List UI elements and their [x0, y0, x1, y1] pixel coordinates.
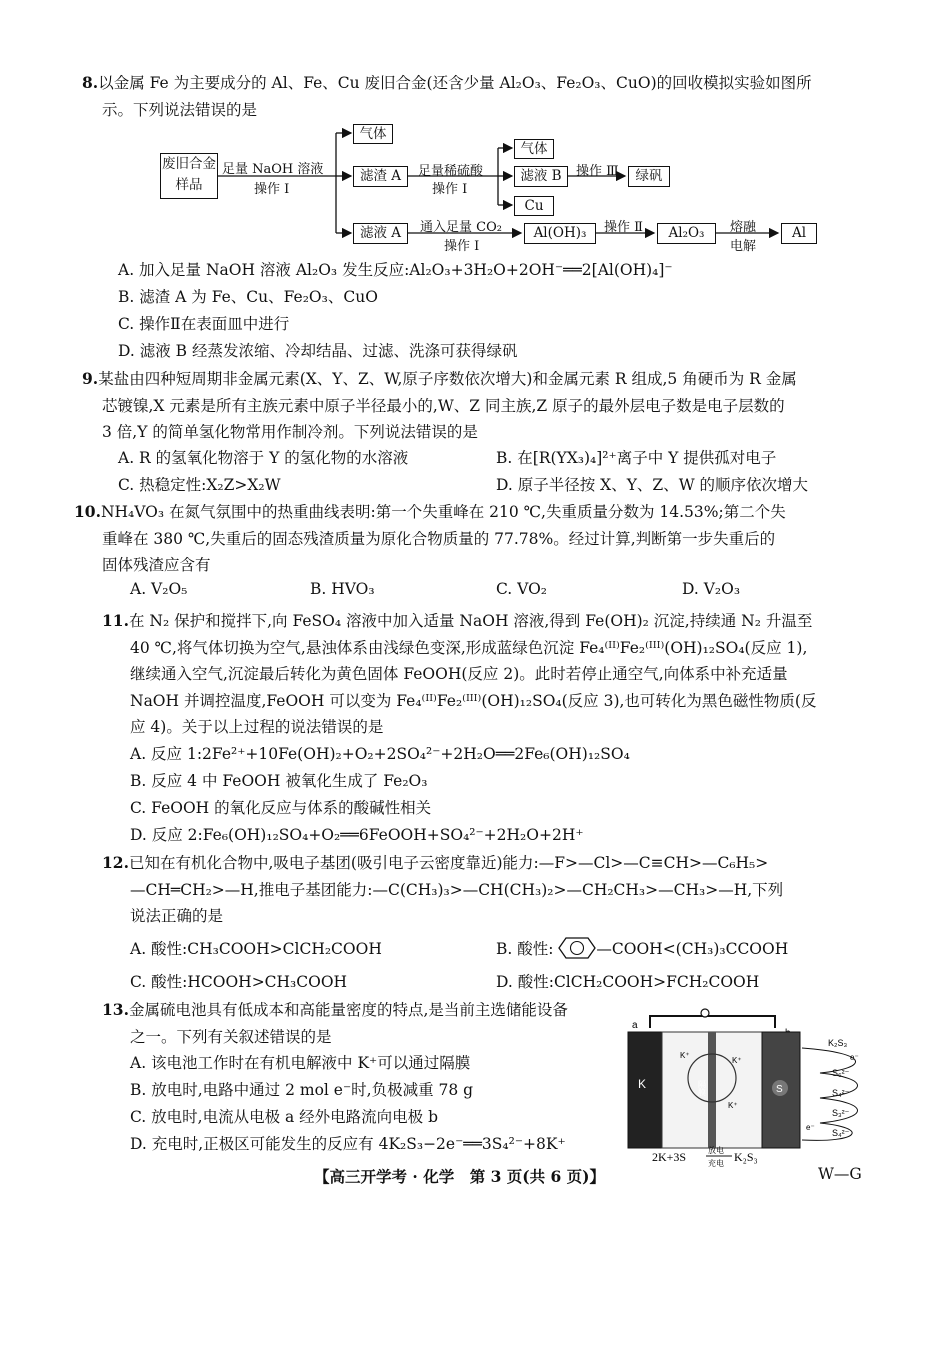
k-ion-label: K⁺	[732, 1056, 742, 1065]
q12-option-b-prefix: B. 酸性:	[496, 940, 554, 958]
q13-battery-figure	[620, 1008, 880, 1168]
q8-box-aloh3: Al(OH)₃	[524, 223, 596, 244]
q13-stem-line2: 之一。下列有关叙述错误的是	[130, 1027, 332, 1046]
q8-step6-reagent: 熔融	[730, 220, 757, 235]
electron-label: e⁻	[806, 1123, 815, 1132]
q8-stem	[82, 70, 868, 123]
electrode-a-label: a	[632, 1020, 638, 1031]
q8-box-sample: 废旧合金样品	[160, 153, 218, 199]
q10-option-c: C. VO₂	[496, 580, 548, 598]
q10-stem-line2: 重峰在 380 ℃,失重后的固态残渣质量为原化合物质量的 77.78%。经过计算,判断第一步失重后的	[102, 529, 776, 548]
q11-stem-line4: NaOH 并调控温度,FeOOH 可以变为 Fe₄⁽ᴵᴵ⁾Fe₂⁽ᴵᴵᴵ⁾(OH)₁₂SO₄(反应 3),也可转化为黑色磁性物质(反	[130, 691, 817, 710]
q8-step2-reagent: 足量稀硫酸	[418, 164, 484, 179]
q13-number: 13.	[102, 1000, 129, 1019]
side-species: S₄²⁻	[832, 1088, 850, 1098]
q13-option-a: A. 该电池工作时在有机电解液中 K⁺可以通过隔膜	[130, 1054, 471, 1072]
q11-option-d: D. 反应 2:Fe₆(OH)₁₂SO₄+O₂══6FeOOH+SO₄²⁻+2H₂O+2H⁺	[130, 826, 584, 844]
q11-option-a: A. 反应 1:2Fe²⁺+10Fe(OH)₂+O₂+2SO₄²⁻+2H₂O══2Fe₆(OH)₁₂SO₄	[130, 745, 630, 763]
q8-box-gas1: 气体	[353, 124, 393, 144]
k-ion-label: K⁺	[680, 1051, 690, 1060]
bulb-icon	[701, 1009, 709, 1017]
q12-stem-line2: —CH═CH₂>—H,推电子基团能力:—C(CH₃)₃>—CH(CH₃)₂>—CH₂CH₃>—CH₃>—H,下列	[130, 880, 784, 899]
q11-stem	[102, 608, 870, 741]
q8-step3-op: 操作 Ⅲ	[576, 164, 619, 179]
side-species: S₄²⁻	[832, 1128, 850, 1138]
q8-option-c: C. 操作Ⅱ在表面皿中进行	[118, 315, 290, 333]
electron-label: e⁻	[850, 1053, 859, 1062]
equation-right: K₂S₃	[734, 1150, 758, 1164]
q11-stem-line3: 继续通入空气,沉淀最后转化为黄色固体 FeOOH(反应 2)。此时若停止通空气,向体系中补充适量	[130, 665, 788, 683]
q8-step4-reagent: 通入足量 CO₂	[420, 220, 502, 235]
q8-option-d: D. 滤液 B 经蒸发浓缩、冷却结晶、过滤、洗涤可获得绿矾	[118, 342, 518, 360]
q12-stem	[102, 850, 870, 930]
q9-option-a: A. R 的氢氧化物溶于 Y 的氢化物的水溶液	[118, 449, 409, 467]
q8-box-al2o3: Al₂O₃	[657, 223, 716, 244]
q12-option-c: C. 酸性:HCOOH>CH₃COOH	[130, 973, 348, 991]
q8-stem-line2: 示。下列说法错误的是	[102, 100, 258, 119]
q12-stem-line1: 已知在有机化合物中,吸电子基团(吸引电子云密度靠近)能力:—F>—Cl>—C≡CH>—C₆H₅>	[128, 854, 769, 872]
q8-box-residue-a: 滤渣 A	[353, 166, 408, 187]
q11-number: 11.	[102, 611, 129, 630]
q9-stem-line2: 芯镀镍,X 元素是所有主族元素中原子半径最小的,W、Z 同主族,Z 原子的最外层电子数是电子层数的	[102, 396, 785, 415]
q11-option-c: C. FeOOH 的氧化反应与体系的酸碱性相关	[130, 799, 432, 817]
q10-option-b: B. HVO₃	[310, 580, 375, 598]
page-code: W—G	[818, 1165, 862, 1183]
q8-option-a: A. 加入足量 NaOH 溶液 Al₂O₃ 发生反应:Al₂O₃+3H₂O+2OH⁻══2[Al(OH)₄]⁻	[118, 261, 673, 279]
q10-number: 10.	[74, 502, 101, 521]
q10-option-d: D. V₂O₃	[682, 580, 741, 598]
cathode-label: S	[776, 1084, 783, 1095]
equation-left: 2K+3S	[652, 1150, 687, 1164]
q8-box-filtrate-a: 滤液 A	[353, 223, 408, 244]
q9-stem-line3: 3 倍,Y 的简单氢化物常用作制冷剂。下列说法错误的是	[102, 423, 478, 441]
benzene-ring-icon	[558, 937, 596, 959]
q10-stem-line1: NH₄VO₃ 在氮气氛围中的热重曲线表明:第一个失重峰在 210 ℃,失重质量分数为 14.53%;第二个失	[100, 503, 786, 521]
q12-option-b	[496, 937, 788, 959]
q8-step4-op: 操作 Ⅰ	[444, 239, 480, 254]
q8-step6-op: 电解	[730, 239, 757, 254]
q8-box-al: Al	[781, 223, 817, 244]
anode-label: K	[638, 1077, 647, 1091]
q8-box-filtrate-b: 滤液 B	[514, 166, 568, 187]
q9-option-c: C. 热稳定性:X₂Z>X₂W	[118, 476, 281, 494]
q9-number: 9.	[82, 369, 99, 388]
q12-option-d: D. 酸性:ClCH₂COOH>FCH₂COOH	[496, 973, 760, 991]
q11-stem-line2: 40 ℃,将气体切换为空气,悬浊体系由浅绿色变深,形成蓝绿色沉淀 Fe₄⁽ᴵᴵ⁾Fe₂⁽ᴵᴵᴵ⁾(OH)₁₂SO₄(反应 1),	[130, 638, 808, 657]
q8-step5-op: 操作 Ⅱ	[604, 220, 643, 235]
q12-option-a: A. 酸性:CH₃COOH>ClCH₂COOH	[130, 940, 382, 958]
q13-stem-line1: 金属硫电池具有低成本和高能量密度的特点,是当前主选储能设备	[128, 1001, 568, 1019]
q10-stem-line3: 固体残渣应含有	[102, 556, 211, 574]
q9-stem-line1: 某盐由四种短周期非金属元素(X、Y、Z、W,原子序数依次增大)和金属元素 R 组成,5 角硬币为 R 金属	[98, 370, 797, 388]
page-footer: 【高三开学考 · 化学 第 3 页(共 6 页)】	[314, 1167, 606, 1186]
q12-number: 12.	[102, 853, 129, 872]
k-ion-label: K⁺	[728, 1101, 738, 1110]
equation-discharge: 放电	[708, 1146, 724, 1155]
q10-stem	[74, 499, 868, 579]
q8-stem-line1: 以金属 Fe 为主要成分的 Al、Fe、Cu 废旧合金(还含少量 Al₂O₃、Fe₂O₃、CuO)的回收模拟实验如图所	[98, 74, 812, 92]
q8-step2-op: 操作 Ⅰ	[432, 182, 468, 197]
q8-number: 8.	[82, 73, 99, 92]
q8-box-cu: Cu	[514, 196, 554, 216]
q13-option-c: C. 放电时,电流从电极 a 经外电路流向电极 b	[130, 1108, 439, 1126]
q9-stem	[82, 366, 868, 446]
q10-option-a: A. V₂O₅	[130, 580, 188, 598]
q12-stem-line3: 说法正确的是	[130, 907, 224, 925]
membrane-label: 隔膜	[697, 1080, 707, 1096]
q12-option-b-suffix: —COOH<(CH₃)₃CCOOH	[596, 940, 789, 958]
q13-stem	[102, 997, 630, 1050]
q8-box-green-vitriol: 绿矾	[628, 166, 670, 187]
q11-stem-line1: 在 N₂ 保护和搅拌下,向 FeSO₄ 溶液中加入适量 NaOH 溶液,得到 Fe(OH)₂ 沉淀,持续通 N₂ 升温至	[128, 612, 813, 630]
q8-step1-op: 操作 Ⅰ	[254, 182, 290, 197]
q11-option-b: B. 反应 4 中 FeOOH 被氧化生成了 Fe₂O₃	[130, 772, 428, 790]
q8-option-b: B. 滤渣 A 为 Fe、Cu、Fe₂O₃、CuO	[118, 288, 378, 306]
q13-option-b: B. 放电时,电路中通过 2 mol e⁻时,负极减重 78 g	[130, 1081, 474, 1099]
q9-option-d: D. 原子半径按 X、Y、Z、W 的顺序依次增大	[496, 476, 809, 494]
side-species: S₃²⁻	[832, 1108, 850, 1118]
q9-option-b: B. 在[R(YX₃)₄]²⁺离子中 Y 提供孤对电子	[496, 449, 777, 467]
side-species: S₆²⁻	[832, 1068, 850, 1078]
equation-charge: 充电	[708, 1159, 724, 1168]
q8-step1-reagent: 足量 NaOH 溶液	[222, 162, 324, 177]
q8-box-gas2: 气体	[514, 139, 554, 159]
q13-option-d: D. 充电时,正极区可能发生的反应有 4K₂S₃−2e⁻══3S₄²⁻+8K⁺	[130, 1135, 566, 1153]
q11-stem-line5: 应 4)。关于以上过程的说法错误的是	[130, 718, 384, 736]
side-species: K₂S₃	[828, 1038, 848, 1048]
